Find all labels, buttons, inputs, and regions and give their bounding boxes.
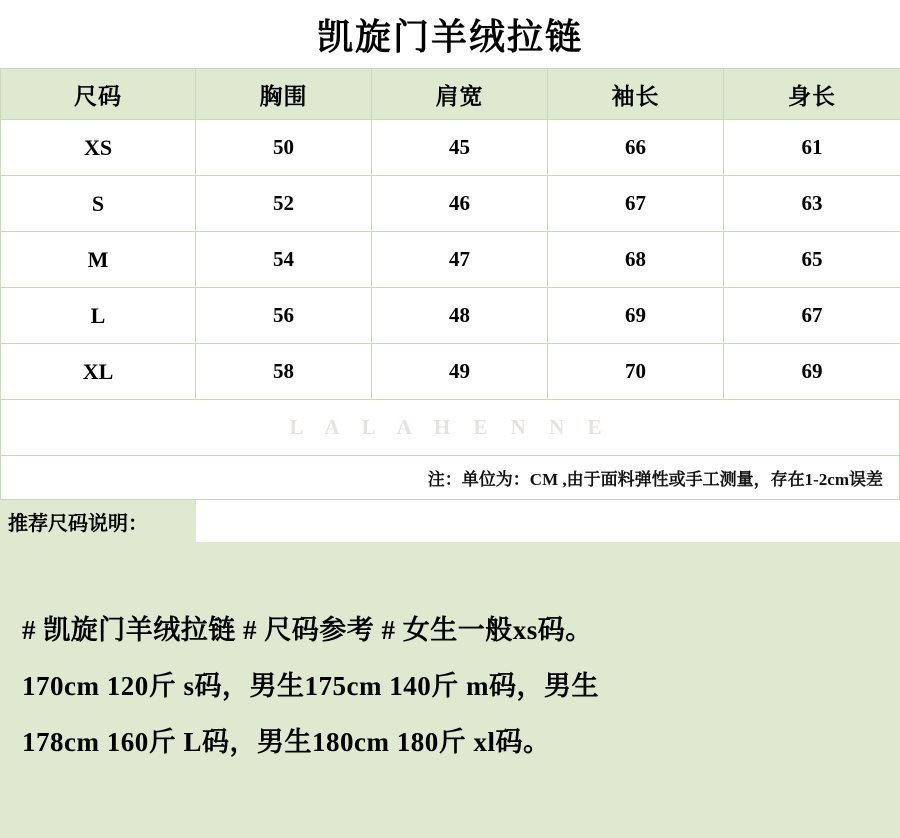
table-row	[1, 288, 900, 344]
column-header-length: 身长	[724, 69, 900, 120]
table-row	[1, 176, 900, 232]
cell-size: XL	[1, 344, 196, 400]
cell-length: 67	[724, 288, 900, 344]
description-line: 178cm 160斤 L码，男生180cm 180斤 xl码。	[22, 714, 878, 770]
table-header-row	[1, 69, 900, 120]
column-header-size: 尺码	[1, 69, 196, 120]
cell-chest: 54	[196, 232, 372, 288]
column-header-shoulder: 肩宽	[372, 69, 548, 120]
cell-sleeve: 69	[548, 288, 724, 344]
recommendation-label-row	[0, 500, 900, 542]
column-header-chest: 胸围	[196, 69, 372, 120]
cell-sleeve: 66	[548, 120, 724, 176]
cell-size: M	[1, 232, 196, 288]
description-line: 170cm 120斤 s码，男生175cm 140斤 m码，男生	[22, 658, 878, 714]
table-body	[1, 120, 900, 400]
description-line: # 凯旋门羊绒拉链 # 尺码参考 # 女生一般xs码。	[22, 602, 878, 658]
cell-length: 63	[724, 176, 900, 232]
cell-shoulder: 46	[372, 176, 548, 232]
column-header-sleeve: 袖长	[548, 69, 724, 120]
note-row	[0, 456, 900, 500]
cell-chest: 52	[196, 176, 372, 232]
cell-shoulder: 48	[372, 288, 548, 344]
table-row	[1, 232, 900, 288]
size-table	[0, 68, 900, 400]
title-bar	[0, 0, 900, 68]
cell-shoulder: 49	[372, 344, 548, 400]
brand-watermark: L A L A H E N N E	[289, 415, 610, 440]
cell-size: S	[1, 176, 196, 232]
watermark-row	[0, 400, 900, 456]
cell-shoulder: 45	[372, 120, 548, 176]
cell-chest: 56	[196, 288, 372, 344]
cell-size: XS	[1, 120, 196, 176]
measurement-note: 注：单位为：CM ,由于面料弹性或手工测量，存在1-2cm误差	[428, 465, 883, 490]
cell-sleeve: 68	[548, 232, 724, 288]
table-row	[1, 120, 900, 176]
cell-length: 65	[724, 232, 900, 288]
page-title: 凯旋门羊绒拉链	[317, 9, 583, 60]
cell-shoulder: 47	[372, 232, 548, 288]
cell-length: 69	[724, 344, 900, 400]
recommendation-label: 推荐尺码说明：	[0, 500, 196, 542]
cell-chest: 50	[196, 120, 372, 176]
table-header	[1, 69, 900, 120]
cell-chest: 58	[196, 344, 372, 400]
cell-sleeve: 67	[548, 176, 724, 232]
table-row	[1, 344, 900, 400]
recommendation-description	[0, 542, 900, 838]
cell-size: L	[1, 288, 196, 344]
cell-length: 61	[724, 120, 900, 176]
cell-sleeve: 70	[548, 344, 724, 400]
